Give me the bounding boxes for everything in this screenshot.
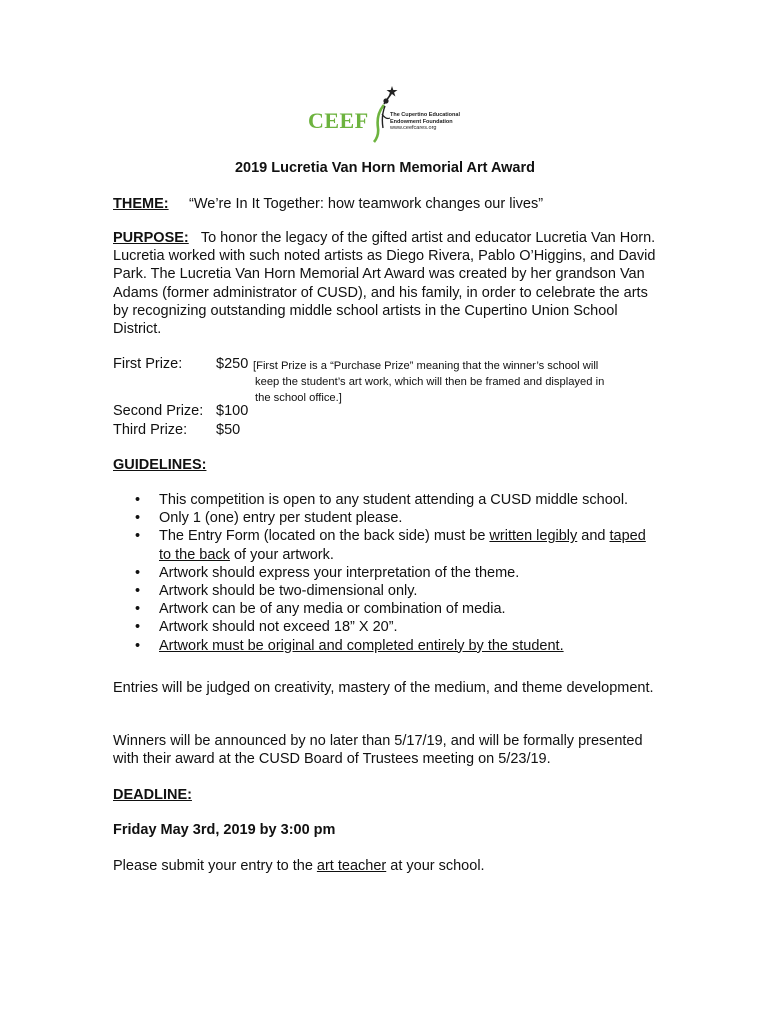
art-teacher-emphasis: art teacher [316, 858, 387, 874]
list-item-text: Artwork should not exceed 18” X 20”. [159, 619, 398, 636]
written-legibly-emphasis: written legibly [489, 528, 578, 545]
list-item-text: Artwork should be two-dimensional only. [159, 583, 418, 600]
first-prize-row [113, 355, 248, 373]
list-item-text-mid: and [577, 528, 610, 545]
first-prize-amount: $250 [216, 356, 249, 372]
winners-paragraph: Winners will be announced by no later than 5/17/19, and will be formally presented with their award at the CUSD Board of Trustees meeting on 5/23/19. [113, 733, 643, 768]
bullet-icon: • [135, 601, 141, 618]
list-item [113, 509, 658, 527]
document-title: 2019 Lucretia Van Horn Memorial Art Award [234, 160, 536, 176]
theme-label: THEME: [113, 196, 169, 212]
bullet-icon: • [135, 528, 141, 545]
second-prize-amount: $100 [216, 403, 249, 419]
taped-to-back-emphasis: taped to the back [159, 528, 646, 563]
first-prize-note [253, 358, 658, 406]
judging-paragraph: Entries will be judged on creativity, mastery of the medium, and theme development. [113, 680, 654, 696]
first-prize-note-line3: the school office.] [255, 392, 342, 404]
first-prize-note-line1: [First Prize is a “Purchase Prize” meaning that the winner’s school will [253, 360, 599, 372]
list-item [113, 600, 658, 618]
list-item [113, 527, 658, 563]
first-prize-note-line2: keep the student’s art work, which will then be framed and displayed in [255, 376, 605, 388]
bullet-icon: • [135, 583, 141, 600]
list-item [113, 582, 658, 600]
purpose-text: To honor the legacy of the gifted artist and educator Lucretia Van Horn. Lucretia worked with such noted artists as Diego Rivera, Pablo O’Higgins, and David Park. The Lucretia Van Horn Memorial Art Award was created by her grandson Van Adams (former administrator of CUSD), and his family, in order to celebrate the arts by recognizing outstanding middle school artists in the Cupertino Union School District. [113, 230, 656, 338]
bullet-icon: • [135, 637, 141, 654]
guidelines-list [113, 491, 658, 655]
second-prize-row [113, 402, 248, 420]
ceef-logo [308, 84, 468, 144]
bullet-icon: • [135, 619, 141, 636]
first-prize-label: First Prize: [113, 356, 183, 372]
submit-paragraph [113, 857, 658, 875]
bullet-icon: • [135, 564, 141, 581]
list-item [113, 564, 658, 582]
deadline-heading [113, 786, 658, 804]
deadline-label: DEADLINE: [113, 787, 192, 803]
logo-org-line1: The Cupertino Educational [390, 112, 460, 118]
list-item-text-pre: The Entry Form (located on the back side) must be [159, 528, 490, 545]
logo-org-line2: Endowment Foundation [390, 118, 453, 125]
list-item-text: This competition is open to any student attending a CUSD middle school. [159, 492, 629, 508]
third-prize-row [113, 421, 240, 439]
list-item-text: Only 1 (one) entry per student please. [159, 510, 403, 527]
logo-acronym: CEEF [308, 108, 369, 133]
list-item-text-underlined: Artwork must be original and completed entirely by the student. [159, 637, 564, 654]
purpose-label: PURPOSE: [113, 230, 189, 246]
submit-text-post: at your school. [386, 858, 485, 874]
list-item-text: Artwork should express your interpretation of the theme. [159, 564, 520, 581]
third-prize-label: Third Prize: [113, 422, 188, 438]
second-prize-label: Second Prize: [113, 403, 204, 419]
guidelines-label: GUIDELINES: [113, 457, 207, 473]
bullet-icon: • [135, 492, 141, 508]
logo-org-name [390, 112, 460, 132]
bullet-icon: • [135, 510, 141, 527]
list-item [113, 637, 658, 655]
deadline-date: Friday May 3rd, 2019 by 3:00 pm [113, 822, 336, 838]
submit-text-pre: Please submit your entry to the [113, 858, 317, 874]
list-item-text-post: of your artwork. [229, 546, 334, 563]
logo-website: www.ceefcares.org [390, 125, 437, 131]
guidelines-heading [113, 456, 658, 474]
theme-text: “We’re In It Together: how teamwork changes our lives” [189, 196, 544, 212]
list-item [113, 491, 658, 509]
list-item-text: Artwork can be of any media or combination of media. [159, 601, 506, 618]
theme-section [113, 195, 658, 213]
purpose-section [113, 229, 658, 338]
list-item [113, 618, 658, 636]
third-prize-amount: $50 [216, 422, 241, 438]
